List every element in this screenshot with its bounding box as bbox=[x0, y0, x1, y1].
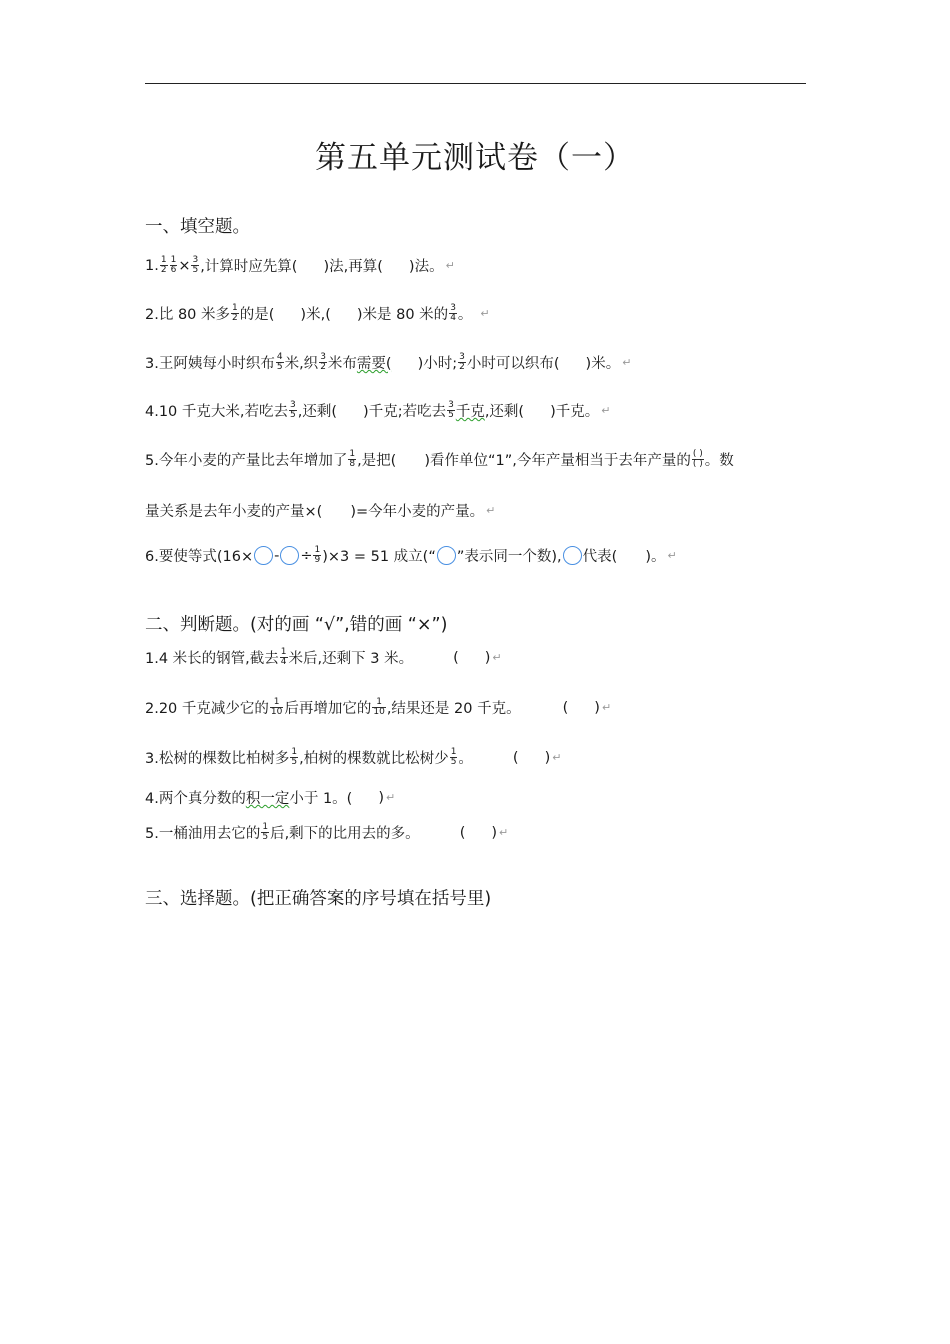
question-fill-5: 5.今年小麦的产量比去年增加了 $\frac{1}{8}$ ,是把( )看作单位“1”,今年产量相当于去年产量的 $\frac{( )}{( )}$ 。数 bbox=[145, 449, 734, 469]
paragraph-mark-icon: ↵ bbox=[601, 701, 612, 714]
section-judge-heading: 二、判断题。(对的画 “√”,错的画 “×”) bbox=[145, 615, 448, 635]
fraction: $\frac{3}{5}$ bbox=[290, 400, 296, 420]
paragraph-mark-icon: ↵ bbox=[667, 549, 677, 562]
fraction: $\frac{1}{5}$ bbox=[262, 822, 269, 842]
paragraph-mark-icon: ↵ bbox=[622, 356, 632, 369]
fraction: $\frac{1}{9}$ bbox=[314, 545, 321, 565]
answer-fraction-blank[interactable]: $\frac{( )}{( )}$ bbox=[692, 449, 703, 469]
question-fill-2: 2.比 80 米多 $\frac{1}{2}$ 的是( )米,( )米是 80 米的 $\frac{3}{4}$ 。 ↵ bbox=[145, 303, 490, 323]
question-fill-3: 3.王阿姨每小时织布 $\frac{4}{5}$ 米,织 $\frac{3}{2}$ 米布 需要( )小时; $\frac{3}{2}$ 小时可以织布( )米。 ↵ bbox=[145, 352, 632, 372]
paragraph-mark-icon: ↵ bbox=[499, 826, 509, 839]
paragraph-mark-icon: ↵ bbox=[480, 307, 490, 320]
paragraph-mark-icon: ↵ bbox=[386, 791, 396, 804]
question-fill-6: 6.要使等式(16× - ÷ $\frac{1}{9}$ )×3 = 51 成立(“ ”表示同一个数), 代表( )。 ↵ bbox=[145, 545, 677, 565]
fraction: $\frac{3}{2}$ bbox=[320, 352, 326, 372]
question-judge-2: 2.20 千克减少它的 $\frac{1}{10}$ 后再增加它的 $\frac{1}{10}$ ,结果还是 20 千克。 ( ) ↵ bbox=[145, 697, 612, 717]
fraction: $\frac{1}{2}$ bbox=[232, 303, 238, 323]
paragraph-mark-icon: ↵ bbox=[445, 259, 455, 272]
paragraph-mark-icon: ↵ bbox=[486, 504, 496, 517]
question-judge-5: 5.一桶油用去它的 $\frac{1}{5}$ 后,剩下的比用去的多。 ( ) ↵ bbox=[145, 822, 509, 842]
fraction: $\frac{1}{10}$ bbox=[270, 697, 283, 717]
page-title: 第五单元测试卷（一） bbox=[315, 140, 635, 176]
fraction: $\frac{4}{5}$ bbox=[276, 352, 283, 372]
paragraph-mark-icon: ↵ bbox=[492, 651, 502, 664]
fraction: $\frac{3}{5}$ bbox=[192, 255, 199, 275]
fraction: $\frac{1}{2}$ bbox=[160, 255, 167, 275]
fraction: $\frac{3}{5}$ bbox=[448, 400, 454, 420]
circle-symbol-icon bbox=[563, 546, 582, 565]
paragraph-mark-icon: ↵ bbox=[601, 404, 611, 417]
fraction: $\frac{1}{4}$ bbox=[280, 647, 287, 667]
question-judge-4: 4.两个真分数的 积一定 小于 1。( ) ↵ bbox=[145, 789, 396, 807]
fraction: $\frac{1}{6}$ bbox=[170, 255, 177, 275]
question-fill-4: 4.10 千克大米,若吃去 $\frac{3}{5}$ ,还剩( )千克;若吃去 $\frac{3}{5}$ 千克 ,还剩( )千克。 ↵ bbox=[145, 400, 611, 420]
header-rule bbox=[145, 83, 806, 84]
fraction: $\frac{1}{10}$ bbox=[373, 697, 385, 717]
circle-symbol-icon bbox=[254, 546, 273, 565]
fraction: $\frac{1}{8}$ bbox=[349, 449, 356, 469]
fraction: $\frac{3}{4}$ bbox=[450, 303, 456, 323]
fraction: $\frac{1}{5}$ bbox=[291, 747, 298, 767]
circle-symbol-icon bbox=[280, 546, 299, 565]
section-fill-heading: 一、填空题。 bbox=[145, 217, 250, 237]
question-judge-3: 3.松树的棵数比柏树多 $\frac{1}{5}$ ,柏树的棵数就比松树少 $\frac{1}{5}$ 。 ( ) ↵ bbox=[145, 747, 562, 767]
fraction: $\frac{3}{2}$ bbox=[459, 352, 465, 372]
question-judge-1: 1.4 米长的钢管,截去 $\frac{1}{4}$ 米后,还剩下 3 米。 ( ) ↵ bbox=[145, 647, 502, 667]
paragraph-mark-icon: ↵ bbox=[552, 751, 562, 764]
question-fill-1: 1. $\frac{1}{2}$ $\frac{1}{6}$ × $\frac{3}{5}$ ,计算时应先算( )法,再算( )法。 ↵ bbox=[145, 255, 455, 275]
circle-symbol-icon bbox=[437, 546, 456, 565]
section-choice-heading: 三、选择题。(把正确答案的序号填在括号里) bbox=[145, 889, 492, 909]
question-fill-5-line2: 量关系是去年小麦的产量×( )=今年小麦的产量。 ↵ bbox=[145, 504, 496, 520]
fraction: $\frac{1}{5}$ bbox=[450, 747, 457, 767]
